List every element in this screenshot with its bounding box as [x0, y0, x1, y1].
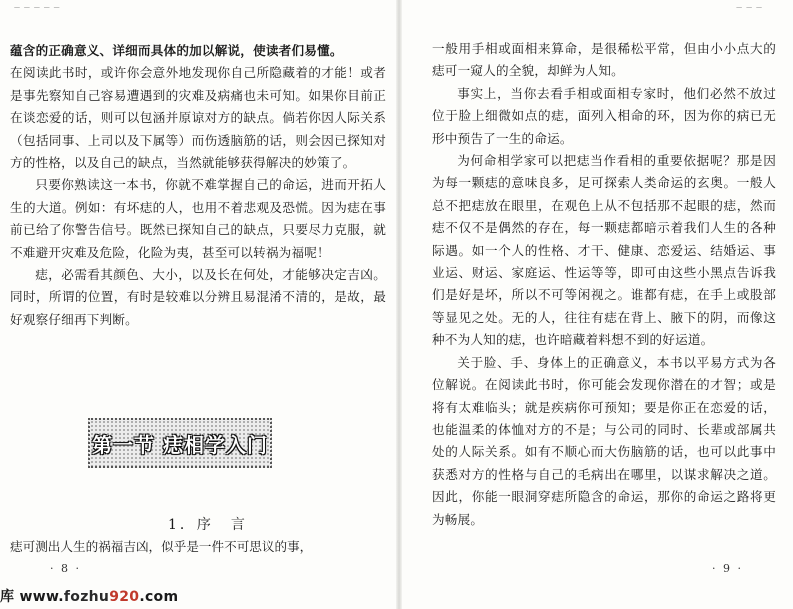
left-paragraph-1: 蕴含的正确意义、详细而具体的加以解说，使读者们易懂。 — [10, 43, 343, 58]
watermark-prefix: 库 www. — [0, 589, 64, 605]
page-number-left: · 8 · — [50, 562, 81, 575]
left-paragraph-3: 只要你熟读这一本书，你就不难掌握自己的命运，进而开拓人生的大道。例如：有坏痣的人，也用不着悲观及恐慌。因为痣在事前已给了你警告信号。既然已探知自己的缺点，只要尽力克服，就不难避开灾难及危险，化险为夷，甚至可以转祸为福呢！ — [10, 177, 386, 260]
right-paragraph-4: 关于脸、手、身体上的正确意义，本书以平易方式为各位解说。在阅读此书时，你可能会发现你潜在的才智；或是将有太难临头；就是疾病你可预知；要是你正在恋爱的话，也能温柔的体恤对方的不是；与公司的同时、长辈或部属共处的人际关系。如有不顺心而大伤脑筋的话，也可以此事中获悉对方的性格与自己的毛病出在哪里，以谋求解决之道。因此，你能一眼洞穿痣所隐含的命运，那你的命运之路将更为畅展。 — [432, 354, 776, 527]
left-paragraph-2: 在阅读此书时，或许你会意外地发现你自己所隐藏着的才能！或者是事先察知自己容易遭遇到的灾难及病痛也未可知。如果你目前正在谈恋爱的话，则可以包涵并原谅对方的缺点。倘若你因人际关系（包括同事、上司以及下属等）而伤透脑筋的话，则会因已探知对方的性格，以及自己的缺点，当然就能够获得解决的妙策了。 — [10, 65, 386, 171]
watermark-suffix: .com — [139, 589, 179, 605]
section-banner — [88, 418, 272, 468]
right-text-block — [432, 38, 776, 531]
watermark-domain: fozhu — [63, 589, 110, 605]
subheading-preface: 1．序 言 — [168, 517, 248, 533]
left-bottom-line: 痣可测出人生的祸福吉凶，似乎是一件不可思议的事， — [10, 539, 313, 554]
running-head-left: — — — — — — [14, 4, 61, 11]
page-number-right: · 9 · — [712, 562, 743, 575]
right-page — [400, 0, 793, 609]
right-paragraph-1: 一般用手相或面相来算命，是很稀松平常，但由小小点大的痣可一窥人的全貌，却鲜为人知。 — [432, 41, 776, 79]
right-paragraph-2: 事实上，当你去看手相或面相专家时，他们必然不放过位于脸上细微如点的痣，面列入相命的环，因为你的病已无形中预告了一生的命运。 — [432, 85, 776, 146]
left-text-block — [10, 40, 386, 331]
section-banner-title: 第一节 痣相学入门 — [92, 432, 268, 457]
site-watermark — [0, 586, 178, 606]
running-head-right: — — — — [736, 4, 763, 11]
watermark-number: 920 — [109, 589, 140, 605]
right-paragraph-3: 为何命相学家可以把痣当作看相的重要依据呢？那是因为每一颗痣的意味良多，足可探索人类命运的玄奥。一般人总不把痣放在眼里，在观色上从不包括那不起眼的痣，然而痣不仅不是偶然的存在，每一颗痣都暗示着我们人生的各种际遇。如一个人的性格、才干、健康、恋爱运、结婚运、事业运、财运、家庭运、性运等等，即可由这些小黑点告诉我们是好是坏，所以不可等闲视之。谁都有痣，在手上或股部等显见之处。无的人，往往有痣在背上、腋下的阴，而像这种不为人知的痣，也许暗藏着料想不到的好运道。 — [432, 153, 776, 348]
left-paragraph-4: 痣，必需看其颜色、大小，以及长在何处，才能够决定吉凶。同时，所谓的位置，有时是较难以分辨且易混淆不清的，是故，最好观察仔细再下判断。 — [10, 267, 386, 327]
